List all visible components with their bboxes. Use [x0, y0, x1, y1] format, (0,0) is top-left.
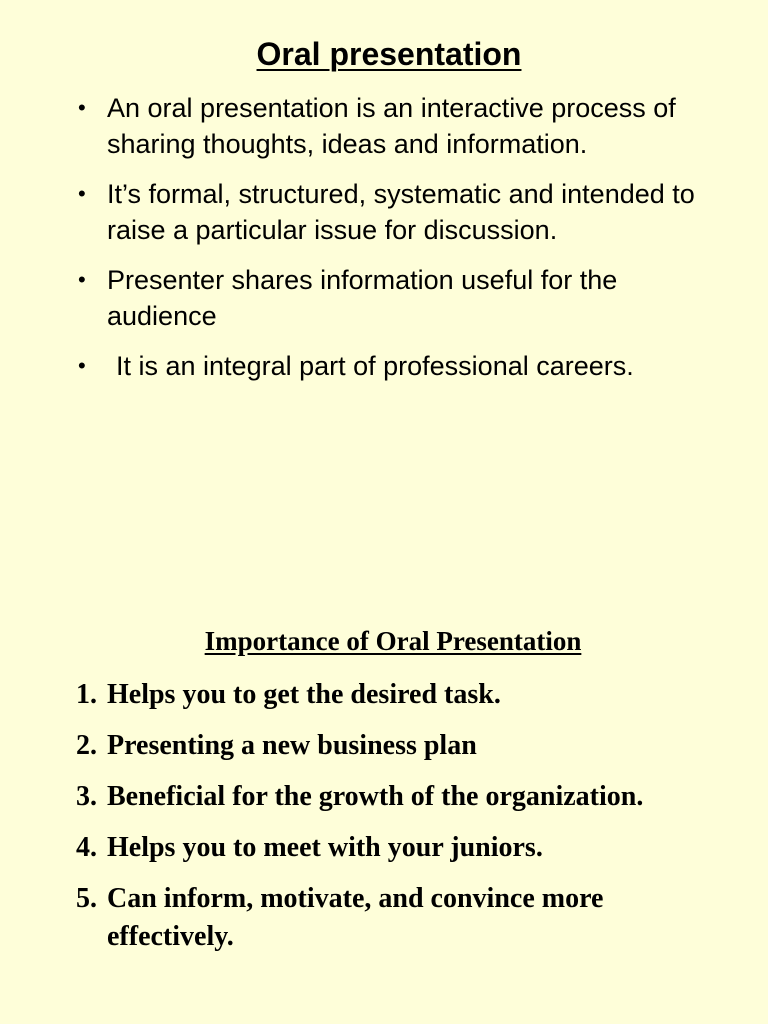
importance-item [0, 676, 768, 714]
importance-item [0, 829, 768, 867]
item-number: 3. [76, 781, 97, 812]
bullet-dot-icon: • [78, 353, 86, 378]
item-text: Beneficial for the growth of the organization. [107, 781, 644, 812]
bullet-text: It is an integral part of professional careers. [116, 351, 634, 381]
bullet-list [0, 90, 768, 398]
bullet-item [0, 262, 768, 334]
importance-item [0, 880, 768, 956]
bullet-item [0, 348, 768, 384]
bullet-item [0, 176, 768, 248]
item-text: Can inform, motivate, and convince more effectively. [107, 883, 604, 952]
bullet-text: An oral presentation is an interactive process of sharing thoughts, ideas and information. [107, 93, 676, 159]
bullet-dot-icon: • [78, 181, 86, 206]
item-text: Helps you to meet with your juniors. [107, 832, 543, 863]
bullet-text: It’s formal, structured, systematic and intended to raise a particular issue for discussion. [107, 179, 695, 245]
slide-title: Oral presentation [256, 36, 522, 72]
item-number: 4. [76, 832, 97, 863]
importance-heading: Importance of Oral Presentation [204, 626, 582, 656]
item-text: Presenting a new business plan [107, 730, 477, 761]
item-number: 5. [76, 883, 97, 914]
importance-list [0, 676, 768, 969]
item-number: 1. [76, 679, 97, 710]
importance-item [0, 778, 768, 816]
item-text: Helps you to get the desired task. [107, 679, 501, 710]
importance-item [0, 727, 768, 765]
bullet-item [0, 90, 768, 162]
item-number: 2. [76, 730, 97, 761]
bullet-dot-icon: • [78, 267, 86, 292]
bullet-dot-icon: • [78, 95, 86, 120]
bullet-text: Presenter shares information useful for the audience [107, 265, 618, 331]
